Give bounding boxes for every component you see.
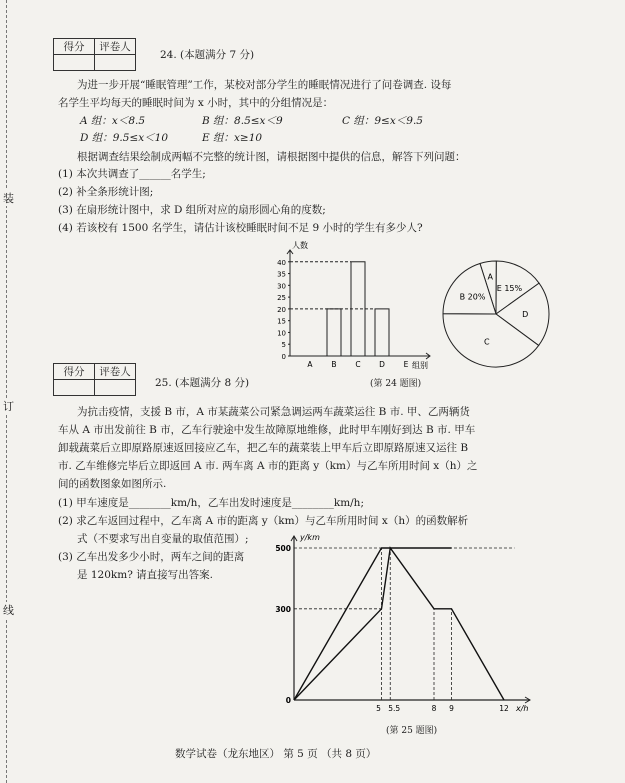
- bar-x-tick-label: C: [355, 360, 361, 369]
- pie-slice-label: B 20%: [459, 292, 486, 302]
- pie-chart-slices: [443, 261, 549, 367]
- binding-line: [6, 0, 8, 783]
- score-label: 得分: [54, 364, 95, 380]
- pie-slice-label: E 15%: [496, 284, 523, 294]
- q24-question-1: (1) 本次共调查了______名学生;: [58, 168, 206, 180]
- bar-y-tick-label: 20: [277, 305, 286, 314]
- line-chart-marks: [294, 548, 515, 700]
- q25-question-2b: 式（不要求写出自变量的取值范围）;: [77, 533, 249, 545]
- line-series-0: [294, 548, 452, 700]
- score-cell: [54, 380, 95, 396]
- q25-body-line1: 为抗击疫情，支援 B 市，A 市某蔬菜公司紧急调运两车蔬菜运往 B 市. 甲、乙两辆货: [77, 406, 470, 418]
- score-cell: [54, 55, 95, 71]
- q25-question-3b: 是 120km? 请直接写出答案.: [77, 569, 214, 581]
- page-footer: 数学试卷（龙东地区） 第 5 页 （共 8 页）: [175, 748, 377, 760]
- q24-group-c: C 组：9≤x＜9.5: [342, 115, 423, 127]
- q25-body-line4: 市. 乙车维修完毕后立即返回 A 市. 两车离 A 市的距离 y（km）与乙车所用时间 x（h）之: [58, 460, 478, 472]
- q25-score-box: [53, 363, 136, 396]
- q25-line-chart: [272, 528, 542, 726]
- q24-pie-chart: [440, 258, 552, 370]
- line-chart-axes: [275, 536, 530, 713]
- bar-x-tick-label: A: [307, 360, 313, 369]
- q24-question-3: (3) 在扇形统计图中，求 D 组所对应的扇形圆心角的度数;: [58, 204, 326, 216]
- q24-intro-line2: 名学生平均每天的睡眠时间为 x 小时，其中的分组情况是：: [58, 97, 334, 109]
- bar-y-tick-label: 10: [277, 329, 286, 338]
- line-series-1: [294, 548, 504, 700]
- binding-char-xian: 线: [3, 604, 14, 617]
- bar-y-tick-label: 15: [277, 317, 286, 326]
- line-x-tick-label: 5.5: [388, 704, 401, 713]
- bar-chart-ylabel: 人数: [292, 241, 308, 250]
- bar-y-tick-label: 30: [277, 282, 286, 291]
- grader-cell: [95, 55, 136, 71]
- bar-chart-xlabel: 组别: [412, 361, 428, 370]
- line-origin-label: 0: [285, 696, 291, 705]
- q25-body-line3: 卸载蔬菜后立即原路原速返回接应乙车，把乙车的蔬菜装上甲车后立即原路原速又运往 B: [58, 442, 469, 454]
- grader-cell: [95, 380, 136, 396]
- bar-chart-axes: [277, 250, 430, 369]
- q24-bar-chart: [262, 238, 442, 376]
- q25-body-line2: 车从 A 市出发前往 B 市，乙车行驶途中发生故障原地维修，此时甲车刚好到达 B 市. 甲车: [58, 424, 476, 436]
- bar-D: [375, 309, 389, 356]
- bar-B: [327, 309, 341, 356]
- q24-group-a: A 组：x＜8.5: [80, 115, 146, 127]
- q24-question-4: (4) 若该校有 1500 名学生，请估计该校睡眠时间不足 9 小时的学生有多少人?: [58, 222, 423, 234]
- grader-label: 评卷人: [95, 364, 136, 380]
- bar-y-tick-label: 40: [277, 258, 286, 267]
- line-x-tick-label: 8: [431, 704, 437, 713]
- pie-slice-label: D: [522, 310, 529, 320]
- line-chart-xlabel: x/h: [516, 704, 529, 713]
- bar-y-tick-label: 0: [281, 353, 286, 361]
- pie-slice-label: C: [483, 337, 490, 347]
- binding-char-ding: 订: [3, 400, 14, 413]
- bar-chart-marks: [290, 262, 389, 356]
- q25-title: 25. (本题满分 8 分): [155, 377, 250, 389]
- bar-x-tick-label: E: [403, 360, 409, 369]
- grader-label: 评卷人: [95, 39, 136, 55]
- binding-char-zhuang: 装: [3, 192, 14, 205]
- bar-y-tick-label: 25: [277, 294, 286, 303]
- q24-group-b: B 组：8.5≤x＜9: [202, 115, 283, 127]
- bar-y-tick-label: 5: [281, 341, 286, 350]
- q24-caption: (第 24 题图): [370, 379, 422, 389]
- bar-x-tick-label: B: [331, 360, 337, 369]
- q24-score-box: [53, 38, 136, 71]
- q25-caption: (第 25 题图): [386, 726, 438, 736]
- q24-group-d: D 组：9.5≤x＜10: [80, 132, 169, 144]
- q24-group-e: E 组：x≥10: [202, 132, 263, 144]
- bar-x-tick-label: D: [379, 360, 385, 369]
- line-x-tick-label: 12: [499, 704, 509, 713]
- q25-question-1: (1) 甲车速度是________km/h，乙车出发时速度是________km/h;: [58, 497, 364, 509]
- line-y-tick-label: 300: [275, 604, 291, 614]
- score-label: 得分: [54, 39, 95, 55]
- q24-title: 24. (本题满分 7 分): [160, 49, 255, 61]
- q24-prompt: 根据调查结果绘制成两幅不完整的统计图，请根据图中提供的信息，解答下列问题：: [77, 151, 466, 163]
- line-x-tick-label: 5: [376, 704, 381, 713]
- pie-slice-label: A: [487, 272, 494, 282]
- line-chart-ylabel: y/km: [300, 533, 320, 542]
- line-y-tick-label: 500: [275, 544, 291, 553]
- bar-y-tick-label: 35: [277, 270, 286, 279]
- q25-question-3a: (3) 乙车出发多少小时，两车之间的距离: [58, 551, 245, 563]
- q25-question-2a: (2) 求乙车返回过程中，乙车离 A 市的距离 y（km）与乙车所用时间 x（h）的函数解析: [58, 515, 469, 527]
- q25-body-line5: 间的函数图象如图所示.: [58, 478, 167, 490]
- q24-question-2: (2) 补全条形统计图;: [58, 186, 154, 198]
- line-x-tick-label: 9: [449, 704, 454, 713]
- q24-intro-line1: 为进一步开展“睡眠管理”工作，某校对部分学生的睡眠情况进行了问卷调查. 设每: [77, 79, 452, 91]
